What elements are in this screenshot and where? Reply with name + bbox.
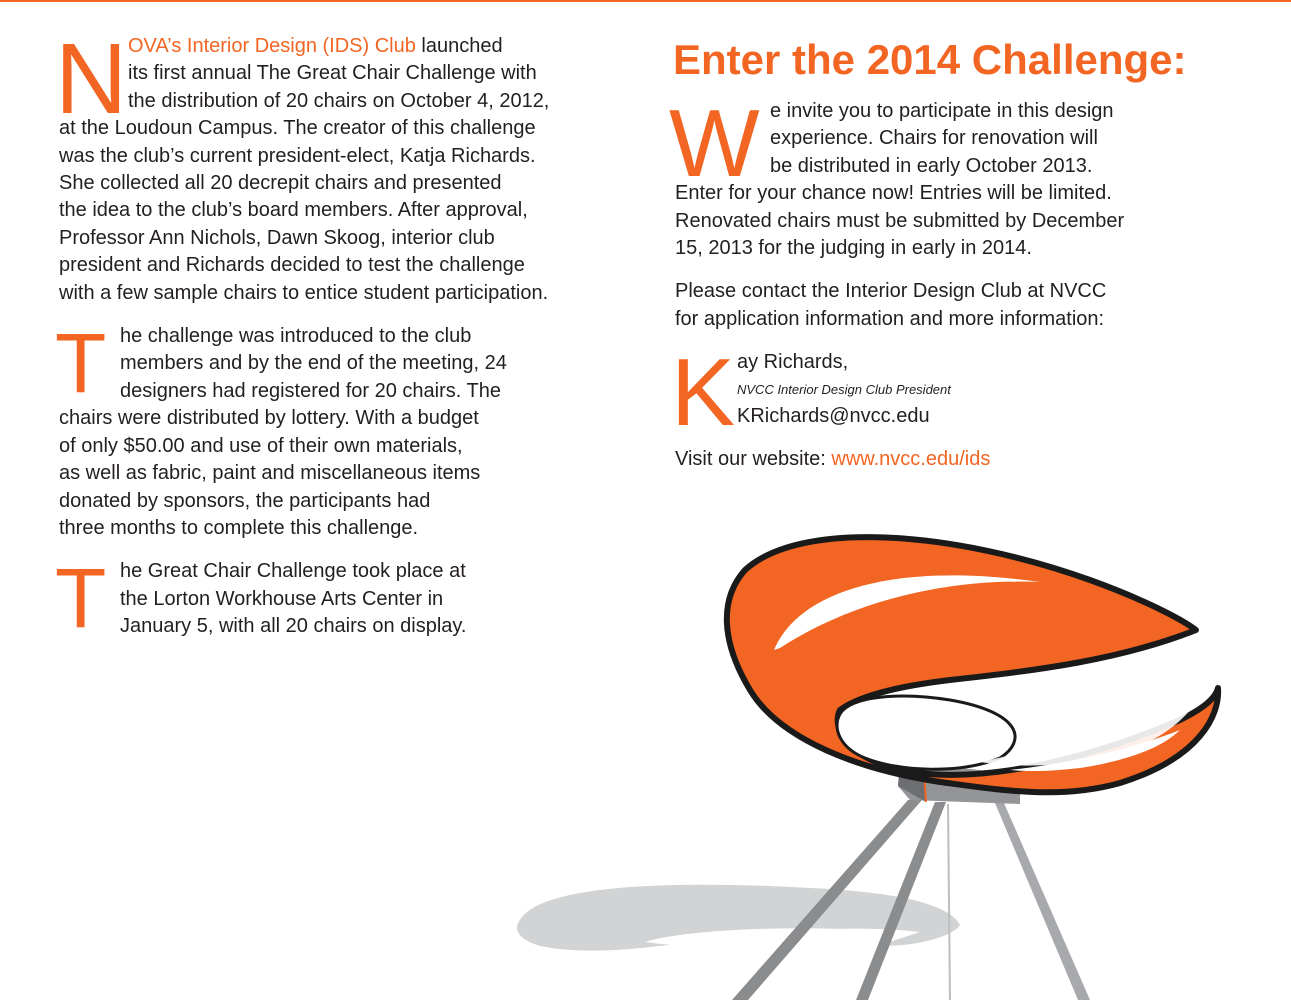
text-line: experience. Chairs for renovation will — [770, 127, 1098, 150]
text-line: with a few sample chairs to entice student participation. — [59, 281, 549, 304]
contact-block — [671, 339, 1265, 447]
text-line: be distributed in early October 2013. — [770, 154, 1093, 177]
article-paragraph-1 — [55, 23, 629, 307]
text-line: chairs were distributed by lottery. With a budget — [59, 407, 479, 430]
text-line: 15, 2013 for the judging in early in 2014. — [675, 237, 1032, 260]
challenge-heading: Enter the 2014 Challenge: — [673, 36, 1187, 83]
text-line: Enter for your chance now! Entries will be limited. — [675, 182, 1112, 205]
text-line: its first annual The Great Chair Challenge with — [128, 62, 537, 85]
text-line: president and Richards decided to test the challenge — [59, 254, 525, 277]
contact-name: ay Richards, — [737, 351, 849, 374]
text-line: the idea to the club’s board members. After approval, — [59, 199, 528, 222]
text-line: donated by sponsors, the participants had — [59, 489, 431, 512]
call-to-action-column — [669, 33, 1265, 473]
text-line: for application information and more information: — [675, 307, 1105, 330]
text-line: was the club’s current president-elect, Katja Richards. — [59, 144, 536, 167]
drop-cap: T — [55, 316, 107, 411]
text-line: January 5, with all 20 chairs on display. — [120, 615, 467, 638]
text-line: Professor Ann Nichols, Dawn Skoog, interior club — [59, 226, 495, 249]
text-line — [59, 33, 629, 60]
drop-cap: T — [55, 551, 107, 646]
club-name: OVA’s Interior Design (IDS) Club — [128, 35, 416, 57]
text-line: he Great Chair Challenge took place at — [120, 560, 466, 583]
chair-leg — [948, 804, 950, 1000]
contact-email[interactable]: KRichards@nvcc.edu — [737, 404, 930, 427]
contact-title: NVCC Interior Design Club President — [737, 381, 951, 397]
text-line: e invite you to participate in this design — [770, 100, 1114, 122]
text-line: members and by the end of the meeting, 24 — [120, 352, 507, 375]
text-line: at the Loudoun Campus. The creator of this challenge — [59, 117, 536, 140]
website-label: Visit our website: — [675, 448, 832, 471]
drop-cap: K — [671, 339, 736, 447]
text-line: three months to complete this challenge. — [59, 516, 419, 539]
text-line: he challenge was introduced to the club — [120, 325, 472, 348]
text-line: of only $50.00 and use of their own materials, — [59, 434, 463, 457]
text-line: Renovated chairs must be submitted by December — [675, 209, 1125, 232]
text-line: the distribution of 20 chairs on October 4, 2012, — [128, 89, 550, 112]
orange-chair-illustration — [480, 500, 1291, 1000]
invite-paragraph — [669, 90, 1265, 262]
text-line: Please contact the Interior Design Club at NVCC — [675, 280, 1107, 303]
text-line: She collected all 20 decrepit chairs and presented — [59, 172, 502, 195]
website-line — [675, 446, 1265, 473]
text-line: as well as fabric, paint and miscellaneous items — [59, 462, 481, 485]
contact-paragraph — [675, 278, 1265, 333]
drop-cap: N — [55, 23, 128, 135]
text-line: the Lorton Workhouse Arts Center in — [120, 587, 444, 610]
chair-leg — [995, 803, 1090, 1000]
website-link[interactable]: www.nvcc.edu/ids — [831, 448, 991, 471]
text-line: designers had registered for 20 chairs. The — [120, 379, 501, 402]
text-span: launched — [415, 35, 503, 57]
top-rule — [0, 0, 1291, 2]
drop-cap: W — [669, 90, 760, 197]
chair-seat-opening — [837, 696, 1015, 769]
